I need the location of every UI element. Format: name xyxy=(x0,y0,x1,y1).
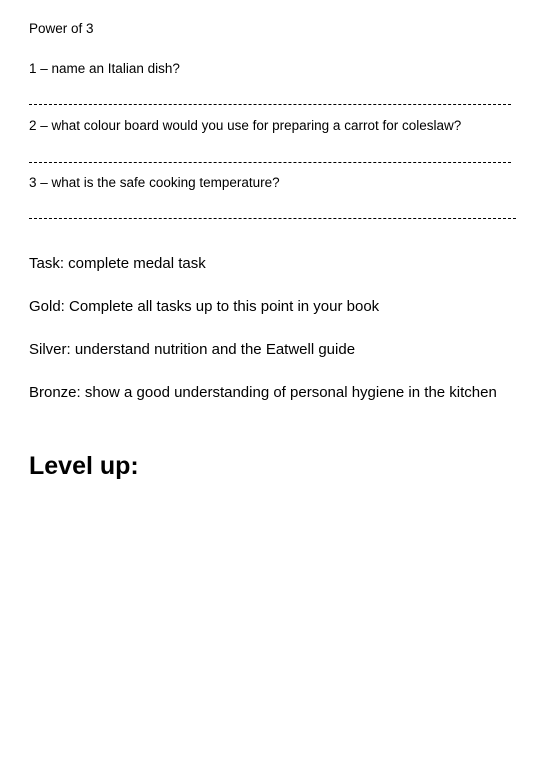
answer-line-3 xyxy=(29,218,516,219)
level-up-heading: Level up: xyxy=(29,452,139,480)
bronze-medal-task: Bronze: show a good understanding of personal hygiene in the kitchen xyxy=(29,384,497,401)
question-1: 1 – name an Italian dish? xyxy=(29,61,180,76)
task-instruction: Task: complete medal task xyxy=(29,255,206,272)
question-3: 3 – what is the safe cooking temperature? xyxy=(29,175,280,190)
gold-medal-task: Gold: Complete all tasks up to this point in your book xyxy=(29,298,380,315)
answer-line-2 xyxy=(29,162,511,163)
question-2: 2 – what colour board would you use for preparing a carrot for coleslaw? xyxy=(29,118,462,133)
silver-medal-task: Silver: understand nutrition and the Eatwell guide xyxy=(29,341,356,358)
answer-line-1 xyxy=(29,104,511,105)
worksheet-title: Power of 3 xyxy=(29,21,94,36)
